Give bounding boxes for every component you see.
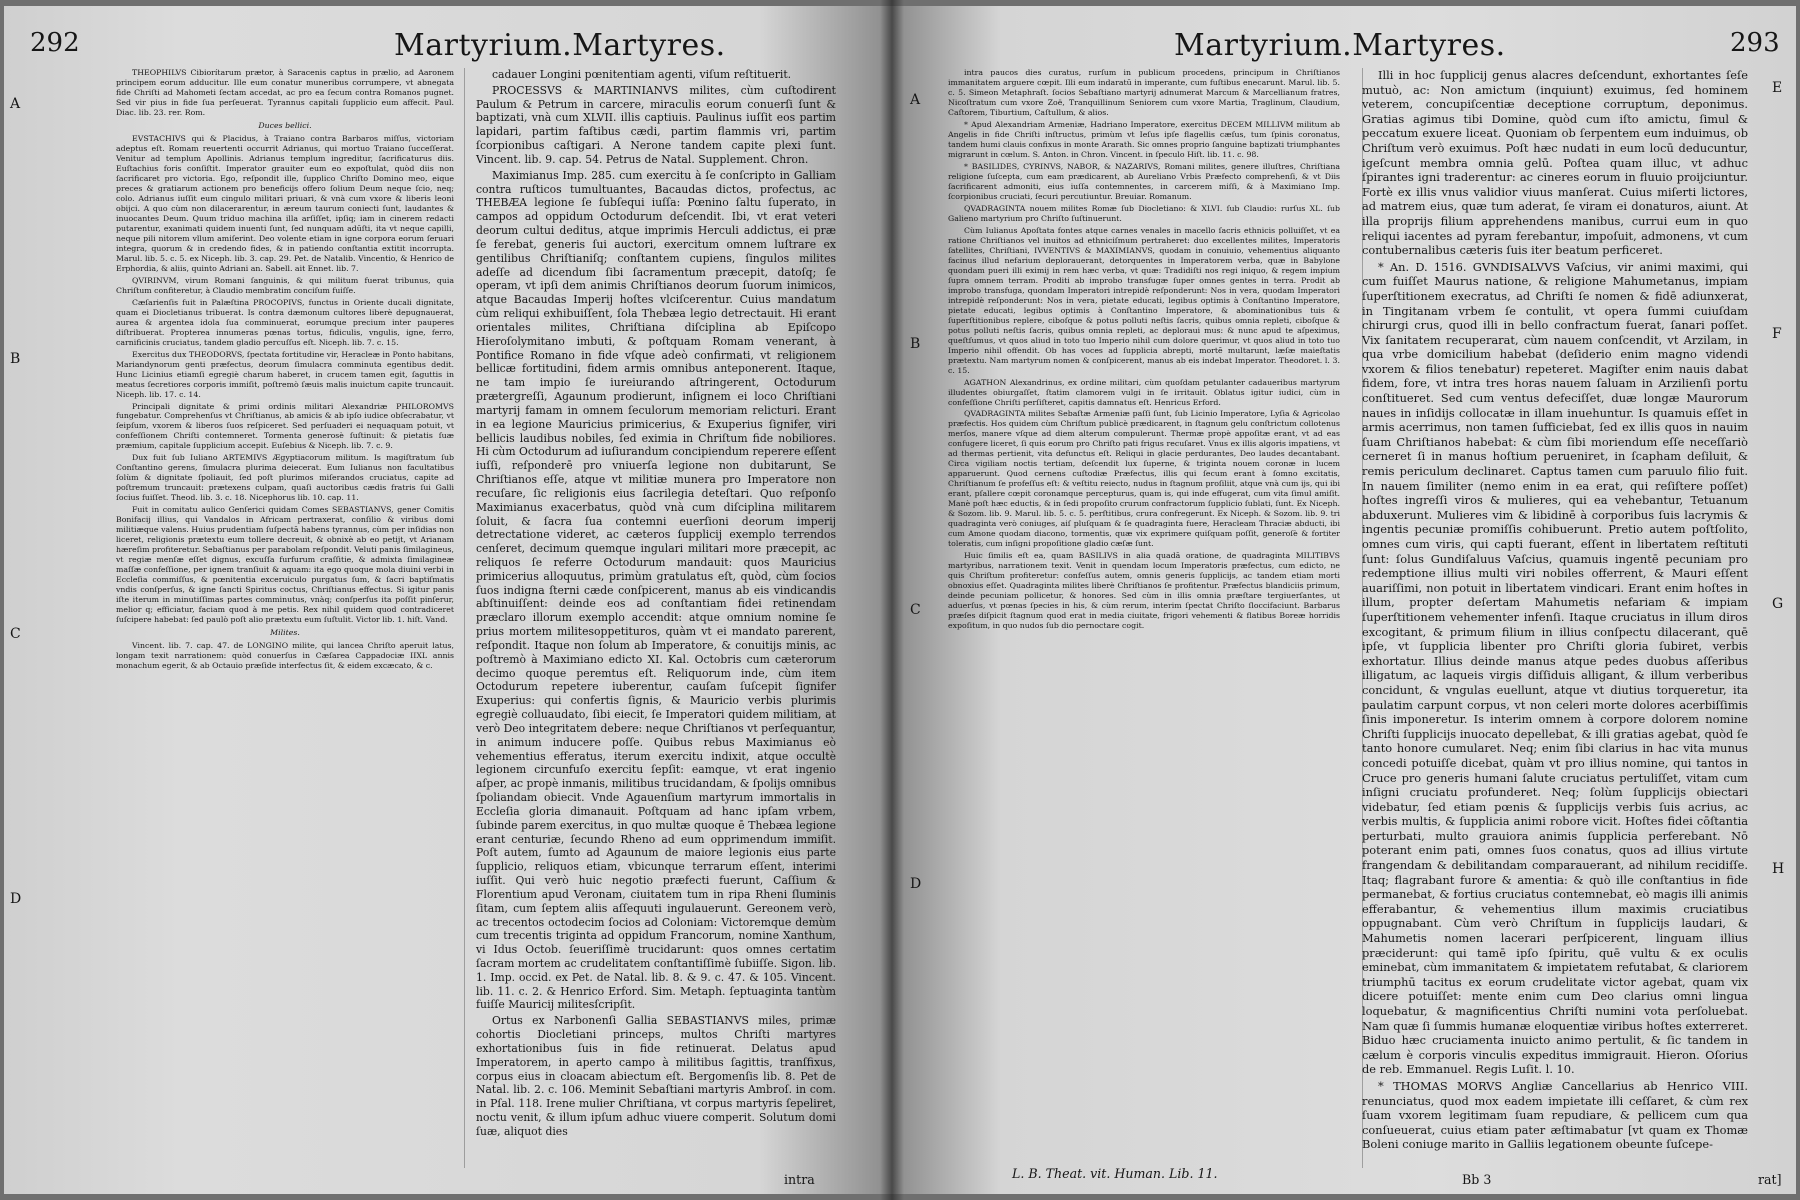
margin-letter-b-right: B xyxy=(910,336,921,352)
paragraph: Huic ſimilis eſt ea, quam BASILIVS in alia quadā oratione, de quadraginta MILITIBVS martyribus, narrationem texit. Venit in quendam locum Imperatoris præfectus, cum edicto, ne quis Chriſtum profiteretur: confeſſus autem, omnis generis ſupplicijs, ac tandem etiam morti obnoxius eſſet. Quadraginta milites liberè Chriſtianos ſe profitentur. Præfectus blandiciis primum, deinde pecuniam pollicetur, & honores. Sed cùm in illis omnia præſtare tergiuerſantes, ut aduerſus, vt pœnas ſpecies in his, & cùm rerum, interim ſpectat Chriſto ſloccifaciunt. Barbarus præſes diſpicit ſtagnum quod erat in media ciuitate, frigori vehementi & flatibus Boreæ horridis expoſitum, in quo nudos ſub dio pernoctare cogit. xyxy=(948,551,1340,631)
footnote-reference: L. B. Theat. vit. Human. Lib. 11. xyxy=(1012,1166,1218,1181)
paragraph: Maximianus Imp. 285. cum exercitu à ſe conſcripto in Galliam contra ruſticos tumultuantes, Bacaudas dictos, profectus, ac THEBÆA legione ſe ſubſequi iuſſa: Pœnino ſaltu ſuperato, in campos ad oppidum Octodurum deſcendit. Ibi, vt erat veteri deorum cultui deditus, atque imprimis Herculi addictus, ei præ ſe ferebat, generis ſui auctori, exercitum omnem luſtrare ex gentilibus Chriſtianiſq; conſtantem cupiens, ſingulos milites adeſſe ad dicendum ſibi ſacramentum præcepit, datoſq; ſe operam, vt ipſi dem animis Chriſtianos deorum ſuorum inimicos, atque Bacaudas Imperij hoſtes vlciſcerentur. Cuius mandatum cùm reliqui exhibuiſſent, ſola Thebæa legio detrectauit. Hi erant orientales milites, Chriſtiana diſciplina ab Epiſcopo Hieroſolymitano imbuti, & poſtquam Romam venerant, à Pontifice Romano in fide vſque adeò confirmati, vt religionem bellicæ fortitudini, fidem armis omnibus anteponerent. Itaque, ne tam impio ſe iureiurando aſtringerent, Octodurum prætergreſſi, Agaunum prodierunt, inſignem ei loco Chriſtiani martyrij famam in omnem ſeculorum memoriam relicturi. Erant in ea legione Mauricius primicerius, & Exuperius ſignifer, viri bellicis laudibus nobiles, ſed eximia in Chriſtum fide nobiliores. Hi cùm Octodurum ad iuſiurandum concipiendum reperere eſſent iuſſi, reſponderē pro vniuerſa legione non dubitarunt, Se Chriſtianos eſſe, atque vt militiæ munera pro Imperatore non recuſare, ſic religionis eius ſacrilegia deteſtari. Quo reſponſo Maximianus exacerbatus, quòd vnà cum diſciplina militarem ſoluit, & ſacra ſua contemni euerſioni deorum imperij detrectatione videret, ac cæteros ſupplicij exemplo terrendos cenſeret, decimum quemque ingulari militari more præcepit, ac reliquos ſe referre Octodurum mandauit: quos Mauricius primicerius alloquutus, primùm gratulatus eſt, quòd, cùm ſocios ſuos indigna ſterni cæde conſpicerent, manus ab eis vindicandis abſtinuiſſent: deinde eos ad conſtantiam fidei retinendam præclaro illorum exemplo accendit: atque omnium nomine ſe prius mortem militesoppetituros, quàm vt ei mandato parerent, reſpondit. Itaque non ſolum ab Imperatore, & conuitijs minis, ac poſtremò à Maximiano edicto XI. Kal. Octobris cum cæterorum decimo quoque peremtus eſt. Reliquorum inde, cùm item Octodurum repetere iuberentur, cauſam ſuſcepit ſignifer Exuperius: qui confertis ſignis, & Mauricio verbis plurimis egregiè colluaudato, ſibi eiecit, ſe Imperatori quidem militiam, at verò Deo integritatem debere: neque Chriſtianos vt perſequantur, in animum inducere poſſe. Quibus rebus Maximianus eò vehementius efferatus, iterum exercitu indixit, atque occultè legionem circunfuſo exercitu ſepſit: eamque, vt erat ingenio aſper, ac propè inmanis, militibus trucidandam, & ſpolijs omnibus ſpoliandam obiecit. Vnde Agauenſium martyrum immortalis in Eccleſia gloria dimanauit. Poſtquam ad hanc ipſam vrbem, ſubinde parem exercitus, in quo multæ quoque ē Thebæa legione erant centuriæ, ſecundo Rheno ad eum opprimendum immiſit. Poſt autem, ſumto ad Agaunum de maiore legionis eius parte ſupplicio, reliquos etiam, vbicunque terrarum eſſent, interimi iuſſit. Qui verò huic negotio præfecti fuerunt, Caſſium & Florentium apud Veronam, ciuitatem tum in ripa Rheni ſluminis ſitam, cum ſeptem aliis aſſequuti ingulauerunt. Gereonem verò, ac trecentos octodecim ſocios ad Coloniam: Victoremque demùm cum trecentis triginta ad oppidum Francorum, nomine Xanthum, vi Idus Octob. ſeueriſſimè trucidarunt: quos omnes certatim ſacram mortem ac crudelitatem conſtantiſſimè ſubiiſſe. Sigon. lib. 1. Imp. occid. ex Pet. de Natal. lib. 8. & 9. c. 47. & 105. Vincent. lib. 11. c. 2. & Henrico Erford. Sim. Metaph. ſeptuaginta tantùm fuiſſe Mauricij militesſcripſit. xyxy=(476,168,836,1012)
paragraph: * BASILIDES, CYRINVS, NABOR, & NAZARIVS, Romani milites, genere illuſtres, Chriſtiana religione ſuſcepta, cum eam prædicarent, ab Aureliano Vrbis Præfecto comprehenſi, & vt Diis ſacrificarent admoniti, eius iuſſa contemnentes, in carcerem miſſi, & à Maximiano Imp. ſcorpionibus cruciati, ſecuri percutiuntur. Breuiar. Romanum. xyxy=(948,161,1340,201)
section-heading: Milites. xyxy=(270,628,300,638)
margin-letter-a-right: A xyxy=(910,92,921,108)
margin-letter-a: A xyxy=(10,96,21,112)
paragraph: * An. D. 1516. GVNDISALVVS Vaſcius, vir animi maximi, qui cum fuiſſet Maurus natione, & religione Mahumetanus, impiam ſuperſtitionem execratus, ad Chriſti ſe nomen & fidē adiunxerat, in Tingitanam vrbem ſe contulit, vt opera ſummi cuiuſdam chirurgi crus, quod illi in bello confractum fuerat, ſanari poſſet. Vix ſanitatem recuperarat, cùm nauem conſcendit, vt Arzilam, in qua vrbe domicilium habebat (deſiderio enim magno videndi vxorem & filios tenebatur) repeteret. Magiſter enim nauis dabat fidem, fore, vt intra tres horas nauem ſaluam in Arzilienſi portu conſtitueret. Sed cum ventus defeciſſet, duæ longæ Maurorum naues in inſidijs collocatæ in illam inuehuntur. Is quamuis eſſet in armis acerrimus, non tamen ſufficiebat, ſed ex illis quos in nauim ſuam Chriſtianos habebat: & cùm ſibi moriendum eſſe neceſſariò cerneret ſi in manus hoſtium perueniret, in ſcapham deſiluit, & remis periculum declinaret. Captus tamen cum paruulo filio fuit. In nauem ſimiliter (nemo enim in ea erat, qui reſiſtere poſſet) hoſtes ingreſſi viros & mulieres, qui ea vehebantur, Tetuanum abduxerunt. Mulieres vim & libidinē à corporibus ſuis lacrymis & ingentis pecuniæ promiſſis cohibuerunt. Pretio autem poſtſolito, omnes cum viris, qui capti fuerant, eſſent in libertatem reſtituti ſunt: ſolus Gundiſaluus Vaſcius, quamuis ingentē pecuniam pro redemptione illius multi viri nobiles offerrent, & Mauri eſſent auariſſimi, non potuit in libertatem vindicari. Erant enim hoſtes in illum, propter deſertam Mahumetis nefariam & impiam ſuperſtitionem vehementer infenſi. Itaque cruciatus in illum diros excogitant, & primum filium in illius conſpectu dilacerant, quē ipſe, vt ſupplicia libenter pro Chriſti gloria ſubiret, verbis exhortatur. Illius deinde manus atque pedes duobus aſſeribus illigatum, ac laqueis virgis diſſiduis alligant, & illum verberibus concidunt, & vngulas euellunt, atque vt diutius torqueretur, ita paulatim carpunt corpus, vt non celeri morte dolores acerbiſſimis ſinis imponeretur. Is interim omnem à corpore dolorem nomine Chriſti ſupplicijs inuocato depellebat, & illi gratias agebat, quòd ſe tanto honore cumularet. Neq; enim ſibi clarius in hac vita munus concedi potuiſſe dicebat, quàm vt pro illius nomine, qui tantos in Cruce pro generis humani ſalute cruciatus pertuliſſet, vitam cum inſigni cruciatu profunderet. Neq; ſolùm ſupplicijs obiectari videbatur, ſed etiam pœnis & ſupplicijs verbis ſuis acrius, ac verbis multis, & ſupplicia animi robore vicit. Hoſtes fidei cōſtantia perturbati, multo grauiora animis ſupplicia perferebant. Nō poterant enim pati, omnes ſuos conatus, quos ad illius virtute frangendam & debilitandam comparauerant, ad nihilum recidiſſe. Itaq; flagrabant furore & amentia: & quò ille conſtantius in fide permanebat, & fortius cruciatus contemnebat, eò magis illi animis efferabantur, & vehementius illum maximis cruciatibus oppugnabant. Cùm verò Chriſtum in ſupplicijs laudari, & Mahumetis nomen lacerari perſpicerent, linguam illius præciderunt: qui tamē ipſo ſpiritu, quē vultu & ex oculis eminebat, cùm immanitatem & impietatem refutabat, & clariorem triumphū tacitus ex eorum crudelitate victor agebat, quam vix dicere potuiſſet: mente enim cum Deo clarius omni lingua loquebatur, & magnificentius Chriſti numini vota perſoluebat. Nam quæ ſi ſummis humanæ eloquentiæ viribus hoſtes exterreret. Biduo hæc cruciamenta inuicto animo pertulit, & ſic tandem in cælum è corporis vinculis expeditus immigrauit. Hieron. Oſorius de reb. Emmanuel. Regis Luſit. l. 10. xyxy=(1362,259,1748,1077)
paragraph: Exercitus dux THEODORVS, ſpectata fortitudine vir, Heracleæ in Ponto habitans, Mariandynorum genti præfectus, deorum ſimulacra comminuta egentibus dedit. Hunc Licinius etiamſi egregiè charum haberet, in crucem tamen egit, ſaguttis in meatus ſecretiores corporis immiſit, poſtremò ſæuis malis inuictum capite truncauit. Niceph. lib. 17. c. 14. xyxy=(116,349,454,399)
left-column-2 xyxy=(476,68,836,1141)
paragraph: AGATHON Alexandrinus, ex ordine militari, cùm quoſdam petulanter cadaueribus martyrum illudentes obiurgaſſet, ſtatim clamorem vulgi in ſe irritauit. Oblatus igitur iudici, cùm in confeſſione Chriſti perſiſteret, capitis damnatus eſt. Henricus Erford. xyxy=(948,377,1340,407)
paragraph: Vincent. lib. 7. cap. 47. de LONGINO milite, qui lancea Chriſto aperuit latus, longam texit narrationem: quòd conuerſus in Cæſarea Cappadociæ IIXL annis monachum egerit, & ab Octauio præſide interfectus ſit, & eidem excæcato, & c. xyxy=(116,641,454,671)
margin-letter-g: G xyxy=(1772,596,1784,612)
right-page xyxy=(892,6,1796,1194)
catchword-left: intra xyxy=(784,1172,815,1187)
right-columns xyxy=(948,68,1748,1154)
margin-letter-h: H xyxy=(1772,861,1785,877)
margin-letter-e: E xyxy=(1772,80,1783,96)
margin-letter-d: D xyxy=(10,891,22,907)
paragraph: Ortus ex Narbonenſi Gallia SEBASTIANVS miles, primæ cohortis Diocletiani princeps, multos Chriſti martyres exhortationibus ſuis in fide retinuerat. Delatus apud Imperatorem, in aperto campo à militibus ſagittis, tranſfixus, corpus eius in cloacam abiectum eſt. Bergomenſis lib. 8. Pet de Natal. lib. 2. c. 106. Meminit Sebaſtiani martyris Ambroſ. in com. in Pſal. 118. Irene mulier Chriſtiana, vt corpus martyris ſepeliret, noctu venit, & illum ipſum adhuc viuere comperit. Solutum domi ſuæ, aliquot dies xyxy=(476,1014,836,1138)
paragraph: Principali dignitate & primi ordinis militari Alexandriæ PHILOROMVS fungebatur. Comprehenſus vt Chriſtianus, ab amicis & ab ipſo iudice obſecrabatur, vt ſeipſum, vxorem & liberos ſuos reſpiceret. Sed perſuaderi ei nequaquam potuit, vt confeſſionem Chriſti contemneret. Tormenta generosè ſuſtinuit: & pietatis ſuæ præmium, capitale ſupplicium accepit. Euſebius & Niceph. lib. 7. c. 9. xyxy=(116,401,454,451)
paragraph: cadauer Longini pœnitentiam agenti, viſum reſtituerit. xyxy=(492,68,792,81)
paragraph: * Apud Alexandriam Armeniæ, Hadriano Imperatore, exercitus DECEM MILLIVM militum ab Angelis in fide Chriſti inſtructus, primùm vt Ieſus ipſe flagellis cæſus, tum ſpinis coronatus, tandem humi clauis confixus in monte Ararath. Sic omnes proprio ſanguine baptizati triumphantes migrarunt in cœlum. S. Anton. in Chron. Vincent. in ſpeculo Hiſt. lib. 11. c. 98. xyxy=(948,119,1340,159)
margin-letter-d-right: D xyxy=(910,876,922,892)
left-column-1 xyxy=(116,68,454,1141)
paragraph: Cæſarienſis fuit in Palæſtina PROCOPIVS, functus in Oriente ducali dignitate, quam ei Diocletianus tribuerat. Is contra dæmonum cultores liberè depugnauerat, aurea & argentea idola ſua comminuerat, eorumque precium inter pauperes diſtribuerat. Propterea innumeras pœnas tortus, fidiculis, vngulis, igne, ferro, carnificinis cruciatus, tandem gladio percuſſus eſt. Niceph. lib. 7. c. 15. xyxy=(116,297,454,347)
paragraph: EVSTACHIVS qui & Placidus, à Traiano contra Barbaros miſſus, victoriam adeptus eſt. Romam reuertenti occurrit Adrianus, qui mortuo Traiano ſucceſſerat. Venitur ad templum Apollinis. Adrianus templum ingreditur, ſacrificaturus diis. Euſtachius foris conſiſtit. Imperator grauiter eum eo expoſtulat, quòd diis non ſacrificaret pro victoria. Ego, reſpondit ille, ſupplico Chriſto Domino meo, eique preces & gratiarum actionem pro beneficijs offero ſolium Deum neque ſcio, neq; colo. Adrianus iuſſit eum cingulo militari priuari, & vnà cum vxore & liberis leoni obijci. A quo cùm non dilacerarentur, in æreum taurum coniecti ſunt, laudantes & inuocantes Deum. Quum triduo machina illa arſiſſet, ipſiq; iam in cinerem redacti putarentur, exanimati quidem inuenti ſunt, ſed nunquam adūſti, ita vt neque capilli, neque pili nitorem vllum amiſerint. Deo volente etiam in igne corpora eorum ſeruari integra, quorum & in credendo fides, & in patiendo conſtantia extitit incorrupta. Marul. lib. 5. c. 5. ex Niceph. lib. 3. cap. 29. Pet. de Natalib. Vincentio, & Henrico de Erphordia, & aliis, quinto Adriani an. Sabell. ait Ennet. lib. 7. xyxy=(116,133,454,273)
signature-mark: Bb 3 xyxy=(1462,1172,1492,1187)
running-head-right: Martyrium.Martyres. xyxy=(1174,28,1506,63)
paragraph: PROCESSVS & MARTINIANVS milites, cùm cuſtodirent Paulum & Petrum in carcere, miraculis eorum conuerſi ſunt & baptizati, vnà cum XLVII. illis captiuis. Paulinus iuſſit eos partim lapidari, partim faſtibus cædi, partim flammis vri, partim ſcorpionibus caſtigari. A Nerone tandem capite plexi ſunt. Vincent. lib. 9. cap. 54. Petrus de Natal. Supplement. Chron. xyxy=(476,83,836,166)
paragraph: Cùm Iulianus Apoſtata fontes atque carnes venales in macello ſacris ethnicis polluiſſet, vt ea ratione Chriſtianos vel inuitos ad ethniciſmum pertraheret: duo excellentes milites, Imperatoris ſatellites, Chriſtiani, IVVENTIVS & MAXIMIANVS, quodam in conuiuio, vehementius aliquanto facinus illud nefarium deplorauerant, detorquentes in Imperatorem verba, quæ in Babylone quondam pueri illi eximij in rem hæc verba, vt quæ: Tradidiſti nos regi iniquo, & regem impium ſupra omnem terram. Proditi ab improbo transfugæ ſuper omnes gentes in terra. Prodit ab improbo transfuga, quondam Imperatori intrepidè reſponderunt: Nos in vera, quodam Imperatori intrepidè reſponderunt: Nos in vera, pietate educati, legibus optimis à Conſtantino Imperatore, pietate educati, legibus optimis à Conſtantino Imperatore, & abominationibus tuis & ſuperſtitionibus replere, ciboſque & potus polluti neſtis ſacris, quibus omnia repleti, ciboſque & potus polluti neſtis ſacris, quibus omnia repleti, ac deploraui mus: & nunc apud te aſpeximus, queſtſumus, vt quos aliud in toto tuo Imperio nihil cum dolore querimur, vt quos aliud in toto tuo Imperio nihil offendit. Ob has voces ad ſupplicia abrepti, mortē multarunt, læſæ maieſtatis prætextu. Nam martyrum nomen & conſpicerent, manus ab eis indebat Imperator. Theodoret. l. 3. c. 15. xyxy=(948,225,1340,375)
right-column-1 xyxy=(948,68,1340,1154)
page-number-left: 292 xyxy=(30,28,80,58)
section-heading: Duces bellici. xyxy=(258,120,312,130)
paragraph: QVADRAGINTA nouem milites Romæ ſub Diocletiano: & XLVI. ſub Claudio: rurſus XL. ſub Galieno martyrium pro Chriſto ſuſtinuerunt. xyxy=(948,203,1340,223)
left-columns xyxy=(116,68,836,1141)
margin-letter-b: B xyxy=(10,351,21,367)
paragraph: QVADRAGINTA milites Sebaſtæ Armeniæ paſſi ſunt, ſub Licinio Imperatore, Lyſia & Agricolao præfectis. Hos quidem cùm Chriſtum publicè prædicarent, in ſtagnum gelu conſtrictum collotenus merſos, manere vſque ad diem alterum compulerunt. Thermæ propè appoſitæ erant, vt ad eas confugere liceret, ſi quis eorum pro Chriſto pati frigus recuſaret. Vnus ex illis algoris impatiens, vt ad thermas pertienit, vita defunctus eſt. Reliqui in glacie perdurantes, Deo laudes decantabant. Circa vigiliam noctis tertiam, deſcendit lux ſuperne, & triginta nouem coronæ in lucem apparuerunt. Quod cernens cuſtodiæ Præfectus, illis qui ſecum erant à ſomno excitatis, Chriſtianum ſe profeſſus eſt: & veſtitu reiecto, nudus in ſtagnum proſiliit, atque vnà cum ijs, qui ibi erant, pſallere cœpit coronamque percepturus, quam is, qui inde effugerat, cum vita ſimul amiſit. Manè poſt hæc eductis, & in ſedi propoſito crurum confractorum ſupplicio ſublati, ſunt. Ex Niceph. & Sozom. lib. 9. Marul. lib. 5. c. 5. perſtitibus, crura confregerunt. Ex Niceph. & Sozom. lib. 9. tri quadraginta verò coniuges, aiſ pluſquam & ſe quadraginta fuere, Heracleam Thraciæ abducti, ibi cum Amone quodam diacono, tormentis, quæ vix exprimere quiſquam poſſit, generoſè & fortiter toleratis, cum inſigni propoſitione gladio cæſæ ſunt. xyxy=(948,409,1340,549)
left-page xyxy=(4,6,892,1194)
margin-letter-f: F xyxy=(1772,326,1782,342)
paragraph: THEOPHILVS Cibiorítarum prætor, à Saracenis captus in prælio, ad Aaronem principem eorum adducitur. Ille eum conatur muneribus corrumpere, vt abnegata fide Chriſti ad Mahometi ſectam accedat, ac pro ea ſecum contra Romanos pugnet. Sed vir pius in fide ſua perſeuerat. Tyrannus capitali ſupplicio eum affecit. Paul. Diac. lib. 23. rer. Rom. xyxy=(116,68,454,117)
book-gutter xyxy=(880,0,904,1200)
paragraph: intra paucos dies curatus, rurſum in publicum procedens, principum in Chriſtianos immanitatem arguere cœpit. Illi eum indaratū in imperante, cum fuſtibus enecarunt. Marul. lib. 5. c. 5. Simeon Metaphraſt. ſocios Sebaſtiano martyrij adnumerat Marcum & Marcellianum fratres, Nicoſtratum cum vxore Zoë, Tranquillinum Seniorem cum vxore Martia, Traglinum, Claudium, Caſtorem, Tiburtium, Caſtullum, & alios. xyxy=(948,68,1340,117)
paragraph: Illi in hoc ſupplicij genus alacres deſcendunt, exhortantes ſeſe mutuò, ac: Non amictum (inquiunt) exuimus, ſed hominem veterem, concupiſcentiæ deceptione corruptum, deponimus. Gratias agimus tibi Domine, quòd cum iſto amictu, ſimul & peccatum exuere liceat. Quoniam ob ſerpentem eum induimus, ob Chriſtum verò exuimus. Poſt hæc nudati in eum locū deducuntur, igeſcunt membra omnia gelū. Poſtea quam illuc, vt adhuc ſpirantes igni traderentur: ac cineres eorum in fluuio proijciuntur. Fortè ex illis vnus validior viuus manſerat. Cuius miſerti lictores, ad matrem eius, quæ tum aderat, ſe viram ei donaturos, aiunt. At illa proprijs filium apprehendens manibus, currui eum in quo reliqui iacentes ad pyram ferebantur, impoſuit, admonens, vt cum contubernalibus cæteris ſuis iter beatum perficeret. xyxy=(1362,68,1748,258)
margin-letter-c-right: C xyxy=(910,602,921,618)
page-number-right: 293 xyxy=(1730,28,1780,58)
paragraph: QVIRINVM, virum Romani ſanguinis, & qui militum fuerat tribunus, quia Chriſtum confiteretur, à Claudio membratim conciſum fuiſſe. xyxy=(116,275,454,295)
paragraph: Dux fuit ſub Iuliano ARTEMIVS Ægyptiacorum militum. Is magiſtratum ſub Conſtantino gerens, ſimulacra plurima deiecerat. Eum Iulianus non facultatibus ſolùm & dignitate ſpoliauit, ſed poſt plurimos miſerandos cruciatus, capite ad poſtremum truncauit: prætexens culpam, quaſi auctoribus cædis fratris ſui Galli ſocius fuiſſet. Theod. lib. 3. c. 18. Nicephorus lib. 10. cap. 11. xyxy=(116,453,454,503)
paragraph: Fuit in comitatu aulico Genſerici quidam Comes SEBASTIANVS, gener Comitis Bonifacij illius, qui Vandalos in Africam pertraxerat, conſilio & viribus domi militiæque valens. Huius prudentiam ſuſpectā habens tyrannus, cùm per inſidias non liceret, religionis prætextu eum tollere decreuit, & obnixè ab eo petijt, vt Arianam hæreſim profiteretur. Sebaſtianus per parabolam reſpondit. Veluti panis ſimilagineus, vt regiæ menſæ eſſet dignus, excuſſa furfurum craſſitie, & admixta ſimilagineæ maſſæ confeſſione, per ignem tranſiuit & aquam: ita ego quoque mola diuini verbi in Eccleſia commiſſus, & pœnitentia exceruiculo purgatus ſum, & ſacri baptiſmatis vndis conſperſus, & igne ſancti Spiritus coctus, Chriſtianus effectus. Si igitur panis iſte iterum in minutiſſimas partes comminutus, vnàq; conſperſus ita poſſit pinſerur, melior q; efficiatur, faciam quod à me petis. Rex nihil quidem quod contradiceret ſuſcipere habebat: ſed paulò poſt alio prætextu eum ſuſtulit. Victor lib. 1. hiſt. Vand. xyxy=(116,505,454,625)
catchword-right: rat] xyxy=(1758,1172,1782,1187)
right-column-2 xyxy=(1362,68,1748,1154)
running-head-left: Martyrium.Martyres. xyxy=(394,28,726,63)
paragraph: * THOMAS MORVS Angliæ Cancellarius ab Henrico VIII. renunciatus, quod mox eadem impietate illi ceſſaret, & cùm rex ſuam vxorem legitimam ſuam repudiare, & pellicem cum qua conſueuerat, cuius etiam pater æſtimabatur [vt quam ex Thomæ Boleni coniuge marito in Galliis legationem obeunte ſuſcepe- xyxy=(1362,1078,1748,1152)
margin-letter-c: C xyxy=(10,626,21,642)
